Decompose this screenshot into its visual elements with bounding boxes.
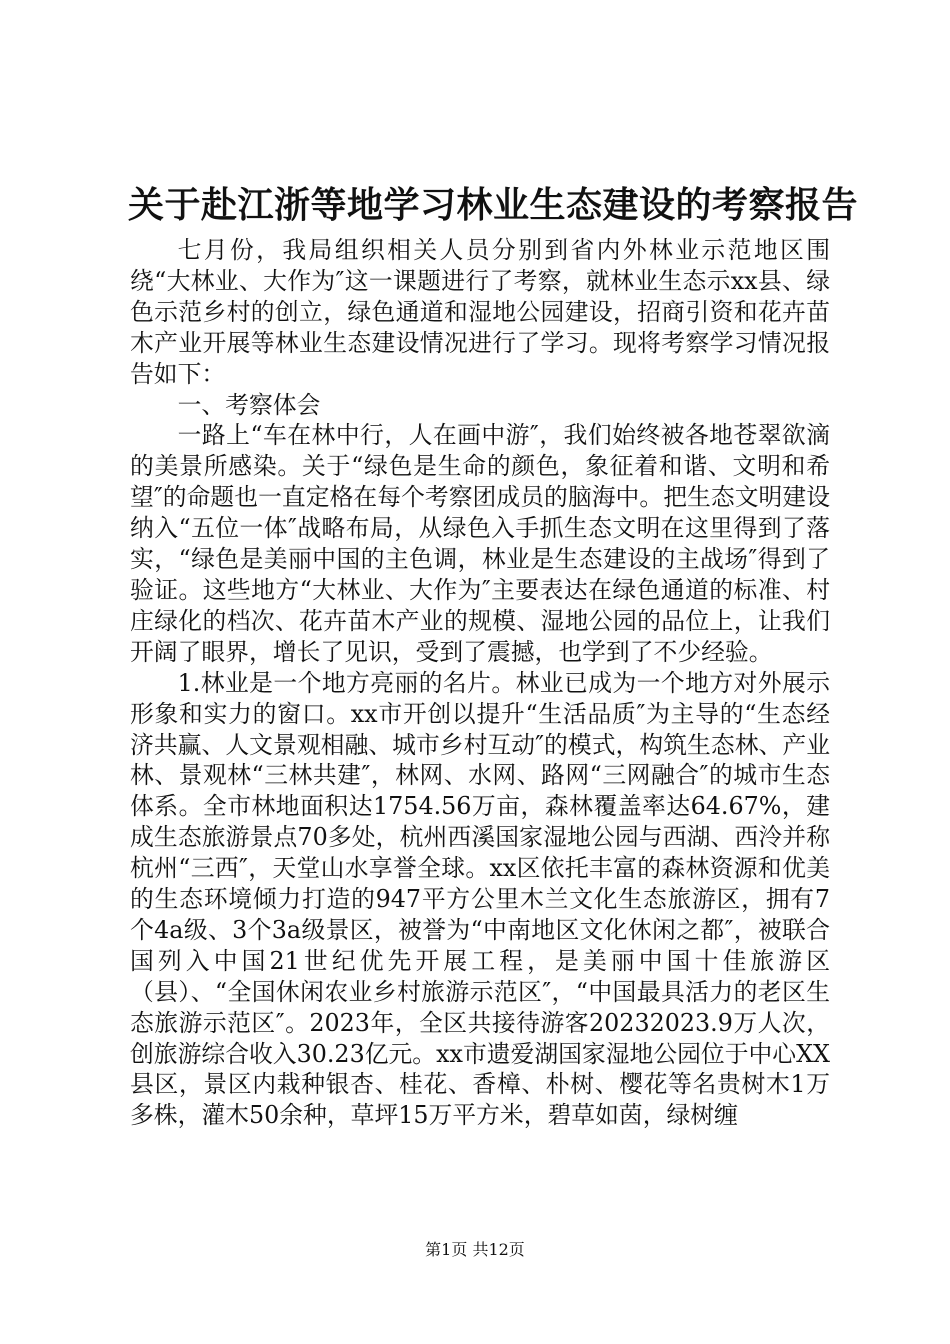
document-body [130, 235, 830, 1131]
paragraph-impressions: 一路上“车在林中行，人在画中游″，我们始终被各地苍翠欲滴的美景所感染。关于“绿色是生命的颜色，象征着和谐、文明和希望″的命题也一直定格在每个考察团成员的脑海中。把生态文明建设纳入“五位一体″战略布局，从绿色入手抓生态文明在这里得到了落实，“绿色是美丽中国的主色调，林业是生态建设的主战场″得到了验证。这些地方“大林业、大作为″主要表达在绿色通道的标准、村庄绿化的档次、花卉苗木产业的规模、湿地公园的品位上，让我们开阔了眼界，增长了见识，受到了震撼，也学到了不少经验。 [130, 421, 830, 666]
paragraph-point-1: 1.林业是一个地方亮丽的名片。林业已成为一个地方对外展示形象和实力的窗口。xx市开创以提升“生活品质″为主导的“生态经济共赢、人文景观相融、城市乡村互动″的模式，构筑生态林、产业林、景观林“三林共建″，林网、水网、路网“三网融合″的城市生态体系。全市林地面积达1754.56万亩，森林覆盖率达64.67%，建成生态旅游景点70多处，杭州西溪国家湿地公园与西湖、西泠并称杭州“三西″，天堂山水享誉全球。xx区依托丰富的森林资源和优美的生态环境倾力打造的947平方公里木兰文化生态旅游区，拥有7个4a级、3个3a级景区，被誉为“中南地区文化休闲之都″，被联合国列入中国21世纪优先开展工程，是美丽中国十佳旅游区（县）、“全国休闲农业乡村旅游示范区″，“中国最具活力的老区生态旅游示范区″。2023年，全区共接待游客20232023.9万人次，创旅游综合收入30.23亿元。xx市遗爱湖国家湿地公园位于中心XX县区，景区内栽种银杏、桂花、香樟、朴树、樱花等名贵树木1万多株，灌木50余种，草坪15万平方米，碧草如茵，绿树缠 [130, 668, 830, 1130]
page-footer: 第1页 共12页 [425, 1240, 525, 1259]
paragraph-intro: 七月份，我局组织相关人员分别到省内外林业示范地区围绕“大林业、大作为″这一课题进行了考察，就林业生态示xx县、绿色示范乡村的创立，绿色通道和湿地公园建设，招商引资和花卉苗木产业开展等林业生态建设情况进行了学习。现将考察学习情况报告如下： [130, 236, 830, 388]
section-heading: 一、考察体会 [177, 390, 321, 419]
document-title: 关于赴江浙等地学习林业生态建设的考察报告 [128, 184, 859, 226]
